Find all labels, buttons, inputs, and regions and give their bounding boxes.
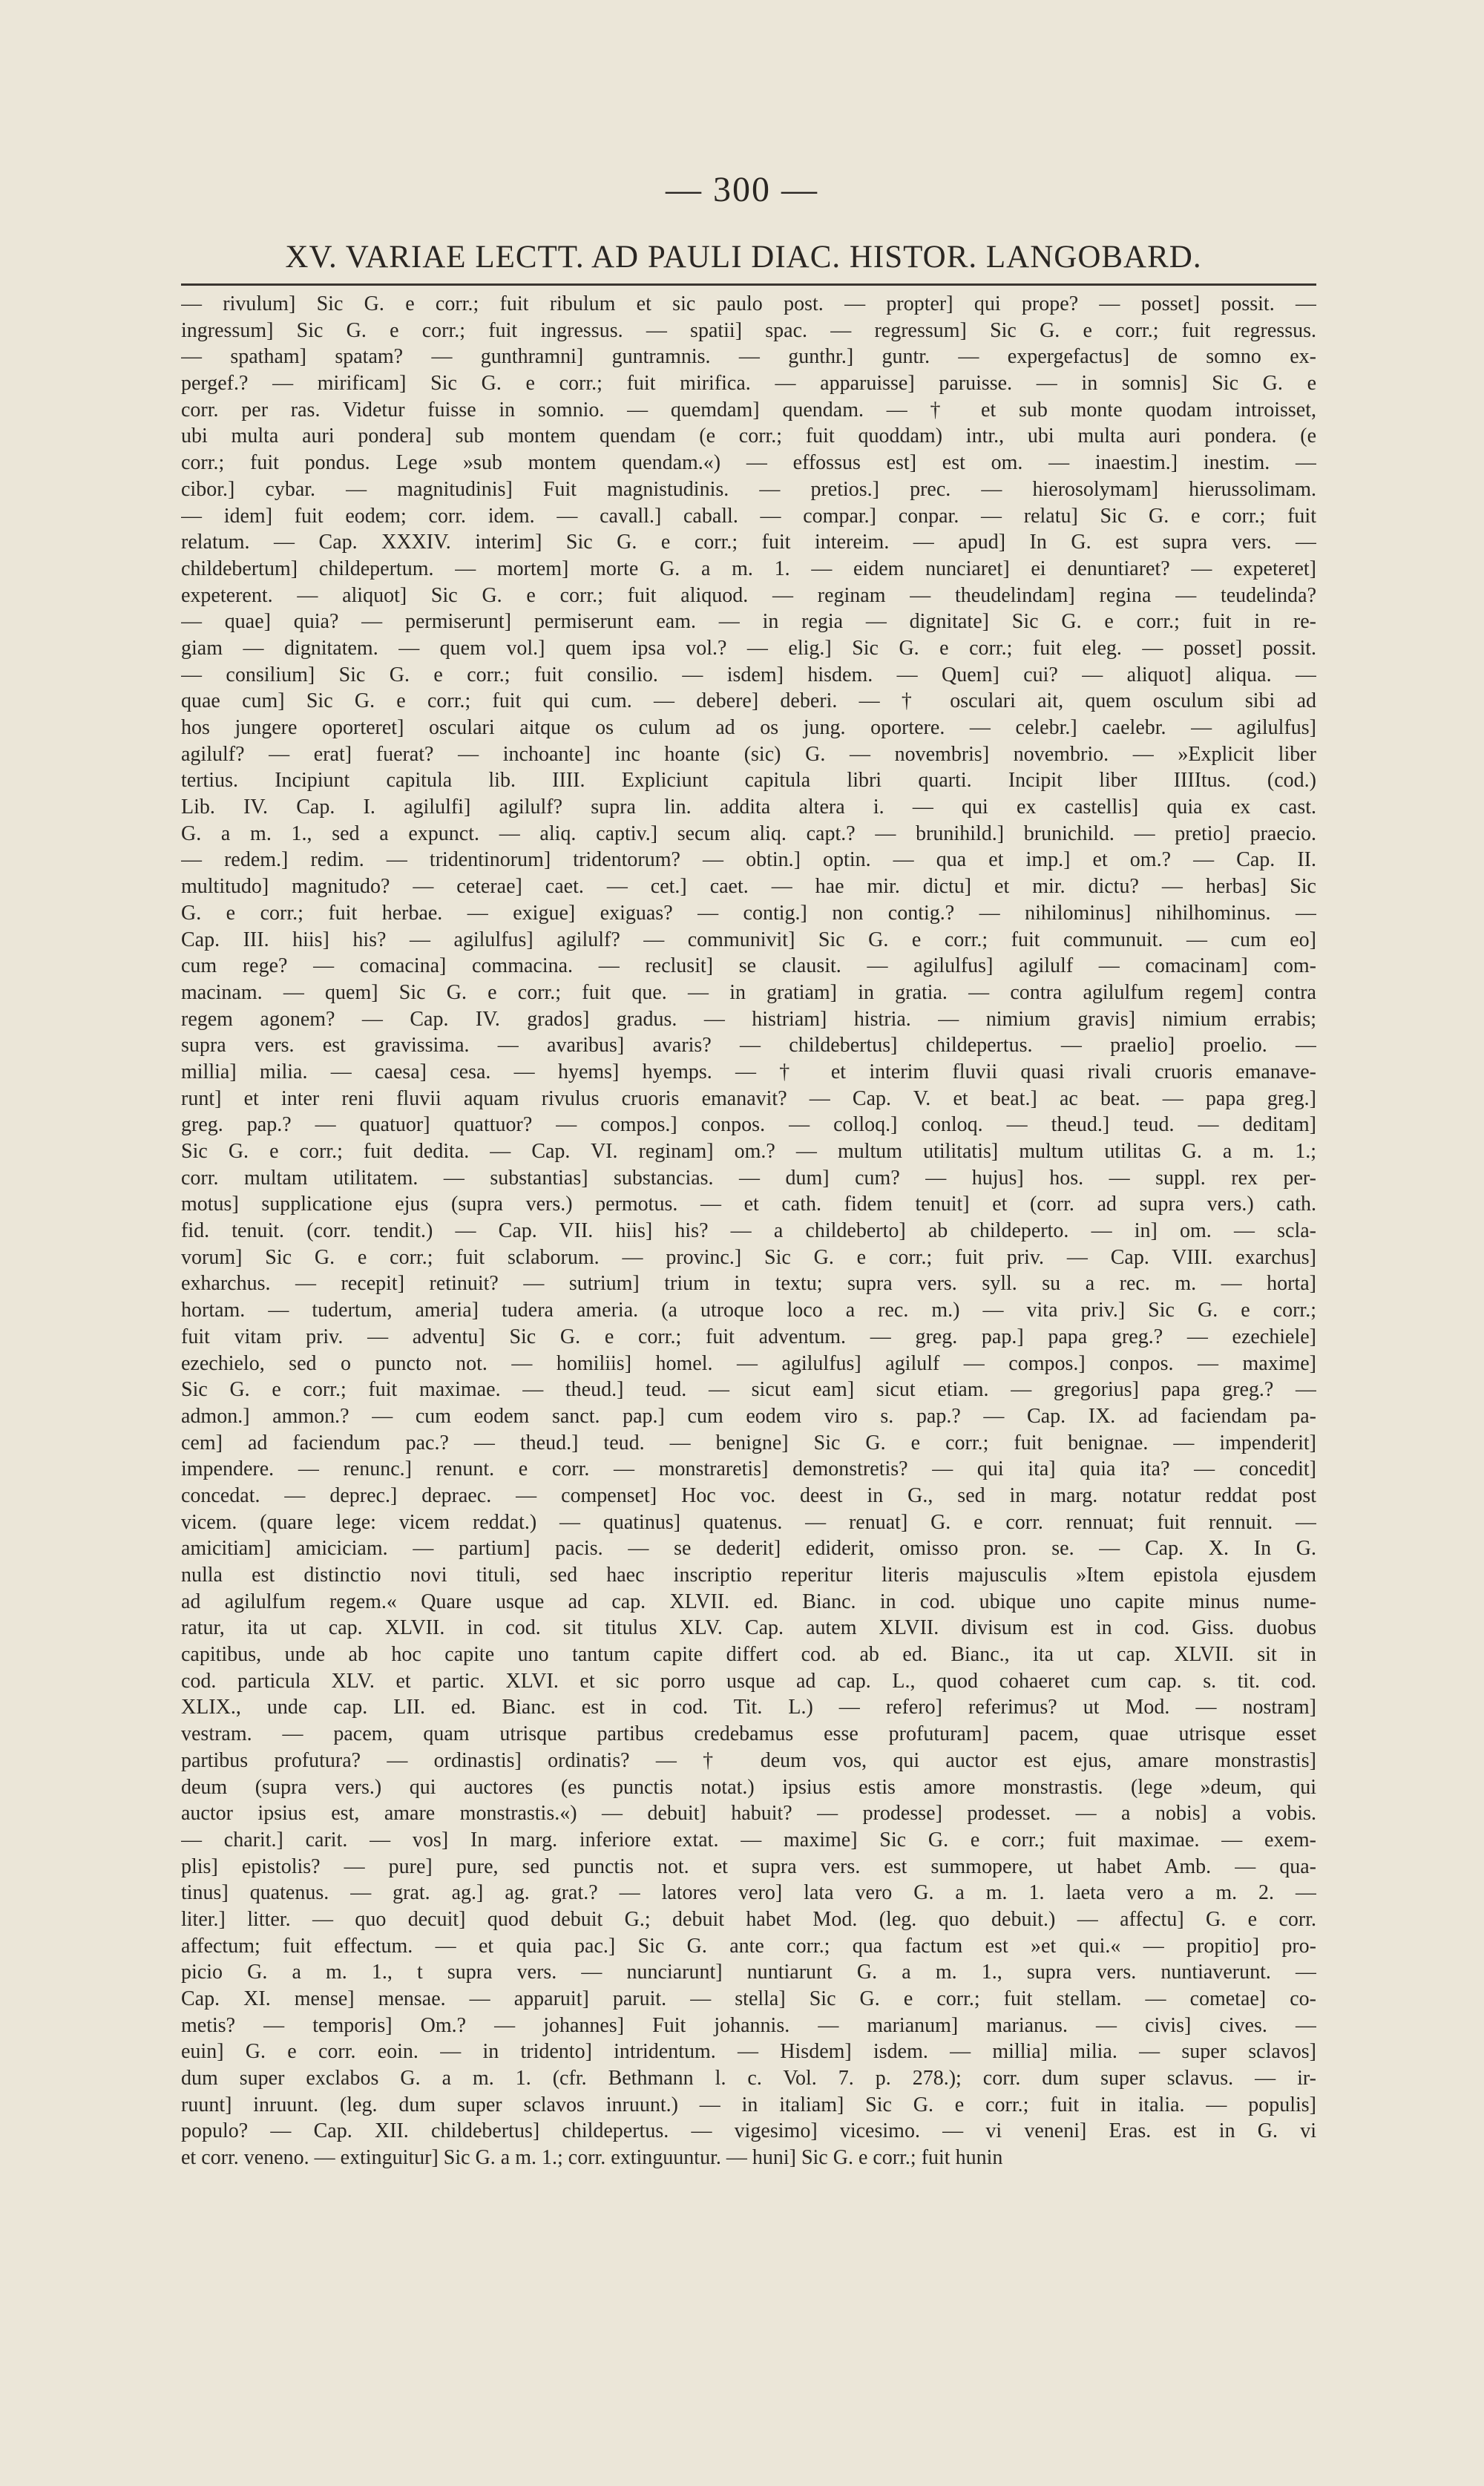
text-line: hortam. — tudertum, ameria] tudera ameria. (a utroque loco a rec. m.) — vita priv.] Sic G. e corr.;: [181, 1299, 1316, 1322]
text-line: — consilium] Sic G. e corr.; fuit consilio. — isdem] hisdem. — Quem] cui? — aliquot] aliqua. —: [181, 663, 1316, 686]
text-line: fid. tenuit. (corr. tendit.) — Cap. VII. hiis] his? — a childeberto] ab childeperto. — in] om. — scla-: [181, 1219, 1316, 1243]
text-line: G. a m. 1., sed a expunct. — aliq. captiv.] secum aliq. capt.? — brunihild.] brunichild. — pretio] praecio.: [181, 821, 1316, 845]
text-line: — redem.] redim. — tridentinorum] tridentorum? — obtin.] optin. — qua et imp.] et om.? — Cap. II.: [181, 848, 1316, 872]
text-line: metis? — temporis] Om.? — johannes] Fuit johannis. — marianum] marianus. — civis] cives. —: [181, 2013, 1316, 2037]
text-line: deum (supra vers.) qui auctores (es punctis notat.) ipsius estis amore monstrastis. (lege »deum, qui: [181, 1775, 1316, 1799]
text-line: Cap. XI. mense] mensae. — apparuit] paruit. — stella] Sic G. e corr.; fuit stellam. — cometae] co-: [181, 1987, 1316, 2010]
text-line: dum super exclabos G. a m. 1. (cfr. Bethmann l. c. Vol. 7. p. 278.); corr. dum super sclavus. — ir-: [181, 2067, 1316, 2090]
text-line: ubi multa auri pondera] sub montem quendam (e corr.; fuit quoddam) intr., ubi multa auri pondera. (e: [181, 424, 1316, 448]
text-line: giam — dignitatem. — quem vol.] quem ipsa vol.? — elig.] Sic G. e corr.; fuit eleg. — posset] possit.: [181, 636, 1316, 660]
text-line: motus] supplicatione ejus (supra vers.) permotus. — et cath. fidem tenuit] et (corr. ad supra vers.) cath.: [181, 1193, 1316, 1216]
text-line: concedat. — deprec.] depraec. — compenset] Hoc voc. deest in G., sed in marg. notatur reddat post: [181, 1483, 1316, 1507]
text-line: ratur, ita ut cap. XLVII. in cod. sit titulus XLV. Cap. autem XLVII. divisum est in cod. Giss. duobus: [181, 1616, 1316, 1640]
text-line: plis] epistolis? — pure] pure, sed punctis not. et supra vers. est summopere, ut habet Amb. — qua-: [181, 1854, 1316, 1878]
text-line: affectum; fuit effectum. — et quia pac.] Sic G. ante corr.; qua factum est »et qui.« — propitio] pro-: [181, 1934, 1316, 1958]
text-line: capitibus, unde ab hoc capite uno tantum capite differt cod. ab ed. Bianc., ita ut cap. XLVII. sit in: [181, 1643, 1316, 1667]
text-line: — idem] fuit eodem; corr. idem. — cavall.] caball. — compar.] conpar. — relatu] Sic G. e corr.; fuit: [181, 504, 1316, 528]
text-line: — rivulum] Sic G. e corr.; fuit ribulum et sic paulo post. — propter] qui prope? — posset] possit. —: [181, 292, 1316, 315]
text-line: fuit vitam priv. — adventu] Sic G. e corr.; fuit adventum. — greg. pap.] papa greg.? — ezechiele]: [181, 1325, 1316, 1348]
text-line: Sic G. e corr.; fuit dedita. — Cap. VI. reginam] om.? — multum utilitatis] multum utilitas G. a m. 1.;: [181, 1140, 1316, 1163]
text-line: quae cum] Sic G. e corr.; fuit qui cum. — debere] deberi. — † osculari ait, quem osculum sibi ad: [181, 689, 1316, 713]
text-line: exharchus. — recepit] retinuit? — sutrium] trium in textu; supra vers. syll. su a rec. m. — horta]: [181, 1272, 1316, 1296]
page-number: — 300 —: [666, 170, 818, 209]
text-line: picio G. a m. 1., t supra vers. — nunciarunt] nuntiarunt G. a m. 1., supra vers. nuntiaverunt. —: [181, 1961, 1316, 1984]
text-line: et corr. veneno. — extinguitur] Sic G. a m. 1.; corr. extinguuntur. — huni] Sic G. e corr.; fuit hunin: [181, 2146, 1003, 2170]
text-line: relatum. — Cap. XXXIV. interim] Sic G. e corr.; fuit intereim. — apud] In G. est supra vers. —: [181, 531, 1316, 554]
text-line: nulla est distinctio novi tituli, sed haec inscriptio reperitur literis majusculis »Item epistola ejusdem: [181, 1564, 1316, 1587]
text-line: hos jungere oporteret] osculari aitque os culum ad os jung. oportere. — celebr.] caelebr. — agilulfus]: [181, 716, 1316, 739]
text-line: regem agonem? — Cap. IV. grados] gradus. — histriam] histria. — nimium gravis] nimium errabis;: [181, 1007, 1316, 1031]
text-line: auctor ipsius est, amare monstrastis.«) — debuit] habuit? — prodesse] prodesset. — a nobis] a vobis.: [181, 1802, 1316, 1826]
text-line: supra vers. est gravissima. — avaribus] avaris? — childebertus] childepertus. — praelio] proelio. —: [181, 1034, 1316, 1057]
text-line: cum rege? — comacina] commacina. — reclusit] se clausit. — agilulfus] agilulf — comacinam] com-: [181, 954, 1316, 978]
text-line: ad agilulfum regem.« Quare usque ad cap. XLVII. ed. Bianc. in cod. ubique uno capite minus nume-: [181, 1590, 1316, 1613]
text-line: greg. pap.? — quatuor] quattuor? — compos.] conpos. — colloq.] conloq. — theud.] teud. — deditam]: [181, 1113, 1316, 1137]
text-line: cem] ad faciendum pac.? — theud.] teud. — benigne] Sic G. e corr.; fuit benignae. — impenderit]: [181, 1431, 1316, 1454]
text-line: — charit.] carit. — vos] In marg. inferiore extat. — maxime] Sic G. e corr.; fuit maximae. — exem-: [181, 1828, 1316, 1852]
text-line: runt] et inter reni fluvii aquam rivulus cruoris emanavit? — Cap. V. et beat.] ac beat. — papa greg.]: [181, 1086, 1316, 1110]
text-line: XLIX., unde cap. LII. ed. Bianc. est in cod. Tit. L.) — refero] referimus? ut Mod. — nostram]: [181, 1696, 1316, 1719]
text-line: — spatham] spatam? — gunthramni] guntramnis. — gunthr.] guntr. — expergefactus] de somno ex-: [181, 345, 1316, 369]
text-line: liter.] litter. — quo decuit] quod debuit G.; debuit habet Mod. (leg. quo debuit.) — affectu] G. e corr.: [181, 1907, 1316, 1931]
text-line: cibor.] cybar. — magnitudinis] Fuit magnistudinis. — pretios.] prec. — hierosolymam] hierussolimam.: [181, 477, 1316, 501]
text-line: — quae] quia? — permiserunt] permiserunt eam. — in regia — dignitate] Sic G. e corr.; fuit in re-: [181, 610, 1316, 634]
text-line: pergef.? — mirificam] Sic G. e corr.; fuit mirifica. — apparuisse] paruisse. — in somnis] Sic G. e: [181, 372, 1316, 396]
text-line: macinam. — quem] Sic G. e corr.; fuit que. — in gratiam] in gratia. — contra agilulfum regem] contra: [181, 980, 1316, 1004]
text-line: ezechielo, sed o puncto not. — homiliis] homel. — agilulfus] agilulf — compos.] conpos. — maxime]: [181, 1351, 1316, 1375]
critical-apparatus-text: [181, 291, 1316, 2171]
text-line: impendere. — renunc.] renunt. e corr. — monstraretis] demonstretis? — qui ita] quia ita? — concedit]: [181, 1457, 1316, 1481]
text-line: partibus profutura? — ordinastis] ordinatis? — † deum vos, qui auctor est ejus, amare monstrastis]: [181, 1748, 1316, 1772]
text-line: euin] G. e corr. eoin. — in tridento] intridentum. — Hisdem] isdem. — millia] milia. — super sclavos]: [181, 2040, 1316, 2064]
text-line: Sic G. e corr.; fuit maximae. — theud.] teud. — sicut eam] sicut etiam. — gregorius] papa greg.? —: [181, 1378, 1316, 1402]
text-line: vicem. (quare lege: vicem reddat.) — quatinus] quatenus. — renuat] G. e corr. rennuat; fuit rennuit. —: [181, 1510, 1316, 1534]
text-line: millia] milia. — caesa] cesa. — hyems] hyemps. — † et interim fluvii quasi rivali cruoris emanave-: [181, 1060, 1316, 1083]
text-line: tertius. Incipiunt capitula lib. IIII. Expliciunt capitula libri quarti. Incipit liber IIIItus. (cod.): [181, 769, 1316, 793]
text-line: Lib. IV. Cap. I. agilulfi] agilulf? supra lin. addita altera i. — qui ex castellis] quia ex cast.: [181, 796, 1316, 819]
text-line: childebertum] childepertum. — mortem] morte G. a m. 1. — eidem nunciaret] ei denuntiaret? — expeteret]: [181, 557, 1316, 580]
text-line: cod. particula XLV. et partic. XLVI. et sic porro usque ad cap. L., quod cohaeret cum cap. s. tit. cod.: [181, 1669, 1316, 1693]
text-line: corr. multam utilitatem. — substantias] substancias. — dum] cum? — hujus] hos. — suppl. rex per-: [181, 1166, 1316, 1190]
text-line: G. e corr.; fuit herbae. — exigue] exiguas? — contig.] non contig.? — nihilominus] nihilhominus. —: [181, 901, 1316, 925]
text-line: corr. per ras. Videtur fuisse in somnio. — quemdam] quendam. — † et sub monte quodam introisset,: [181, 398, 1316, 422]
text-line: Cap. III. hiis] his? — agilulfus] agilulf? — communivit] Sic G. e corr.; fuit communuit. — cum eo]: [181, 928, 1316, 951]
text-line: agilulf? — erat] fuerat? — inchoante] inc hoante (sic) G. — novembris] novembrio. — »Explicit liber: [181, 742, 1316, 766]
running-head: XV. VARIAE LECTT. AD PAULI DIAC. HISTOR. LANGOBARD.: [285, 240, 1202, 275]
text-line: expeterent. — aliquot] Sic G. e corr.; fuit aliquod. — reginam — theudelindam] regina — teudelinda?: [181, 583, 1316, 607]
text-line: multitudo] magnitudo? — ceterae] caet. — cet.] caet. — hae mir. dictu] et mir. dictu? — herbas] Sic: [181, 875, 1316, 899]
text-line: tinus] quatenus. — grat. ag.] ag. grat.? — latores vero] lata vero G. a m. 1. laeta vero a m. 2. —: [181, 1881, 1316, 1905]
text-line: admon.] ammon.? — cum eodem sanct. pap.] cum eodem viro s. pap.? — Cap. IX. ad faciendam pa-: [181, 1404, 1316, 1428]
text-line: populo? — Cap. XII. childebertus] childepertus. — vigesimo] vicesimo. — vi veneni] Eras. est in G. vi: [181, 2119, 1316, 2143]
text-line: vorum] Sic G. e corr.; fuit sclaborum. — provinc.] Sic G. e corr.; fuit priv. — Cap. VIII. exarchus]: [181, 1245, 1316, 1269]
text-line: ingressum] Sic G. e corr.; fuit ingressus. — spatii] spac. — regressum] Sic G. e corr.; fuit regressus.: [181, 318, 1316, 342]
text-line: ruunt] inruunt. (leg. dum super sclavos inruunt.) — in italiam] Sic G. e corr.; fuit in italia. — populis]: [181, 2093, 1316, 2116]
text-line: vestram. — pacem, quam utrisque partibus credebamus esse profuturam] pacem, quae utrisque esset: [181, 1722, 1316, 1746]
header-rule: [181, 283, 1316, 286]
text-line: amicitiam] amiciciam. — partium] pacis. — se dederit] ediderit, omisso pron. se. — Cap. X. In G.: [181, 1537, 1316, 1561]
text-line: corr.; fuit pondus. Lege »sub montem quendam.«) — effossus est] est om. — inaestim.] inestim. —: [181, 451, 1316, 475]
